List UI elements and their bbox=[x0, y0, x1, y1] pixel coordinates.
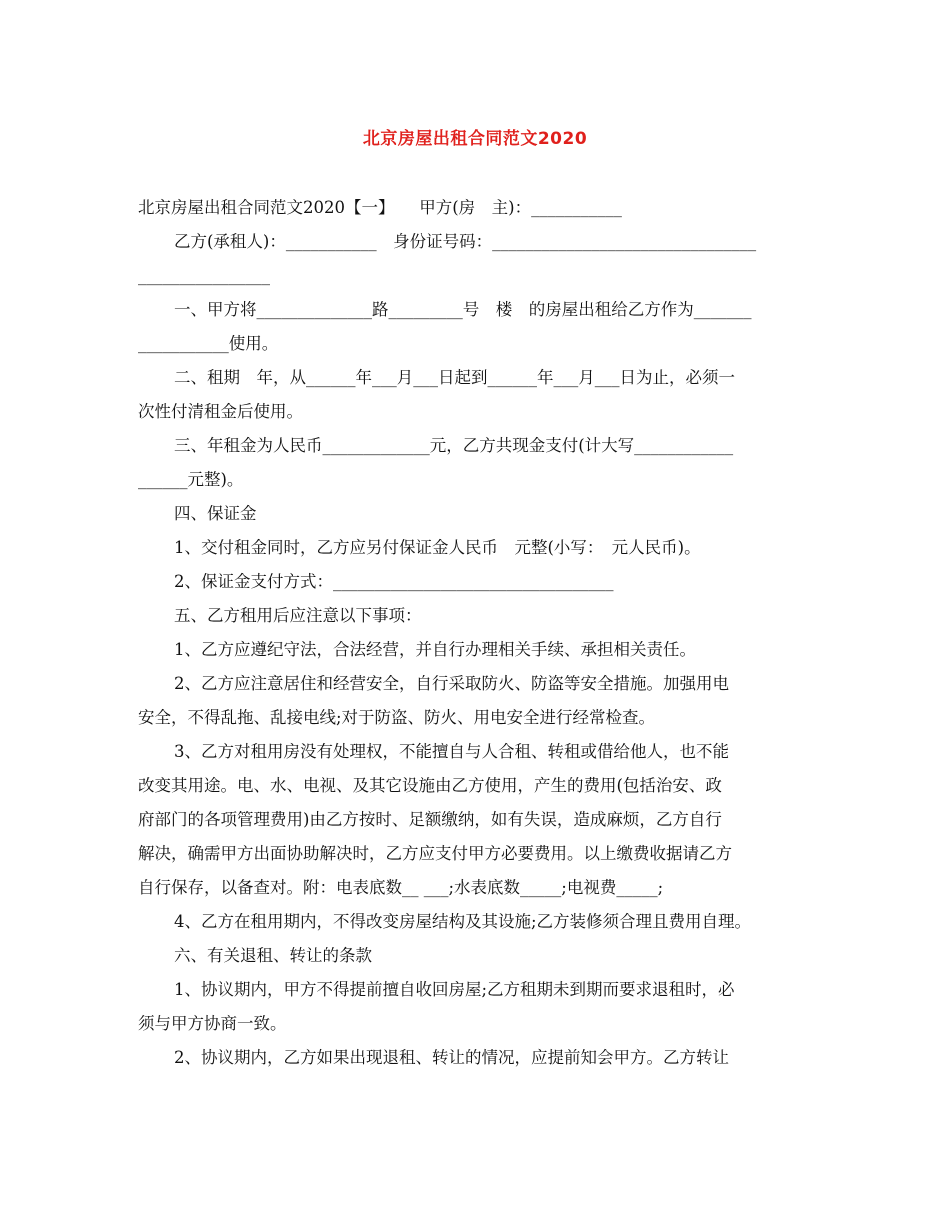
text-line: 1、协议期内，甲方不得提前擅自收回房屋;乙方租期未到期而要求退租时，必 bbox=[174, 980, 735, 999]
text-line: 次性付清租金后使用。 bbox=[138, 402, 303, 421]
text-line: 1、乙方应遵纪守法，合法经营，并自行办理相关手续、承担相关责任。 bbox=[174, 640, 696, 659]
text-line: 3、乙方对租用房没有处理权，不能擅自与人合租、转租或借给他人，也不能 bbox=[174, 742, 729, 761]
text-line: 三、年租金为人民币_____________元，乙方共现金支付(计大写____________ bbox=[174, 436, 734, 455]
text-line: 府部门的各项管理费用)由乙方按时、足额缴纳，如有失误，造成麻烦，乙方自行 bbox=[138, 810, 722, 829]
text-line: 须与甲方协商一致。 bbox=[138, 1014, 287, 1033]
text-line: 2、协议期内，乙方如果出现退租、转让的情况，应提前知会甲方。乙方转让 bbox=[174, 1048, 729, 1067]
text-line: 1、交付租金同时，乙方应另付保证金人民币 元整(小写： 元人民币)。 bbox=[174, 538, 701, 557]
text-line: 改变其用途。电、水、电视、及其它设施由乙方使用，产生的费用(包括治安、政 bbox=[138, 776, 722, 795]
text-line: 安全，不得乱拖、乱接电线;对于防盗、防火、用电安全进行经常检查。 bbox=[138, 708, 656, 727]
section-heading: 五、乙方租用后应注意以下事项： bbox=[174, 606, 422, 625]
text-line: 自行保存，以备查对。附：电表底数__ ___;水表底数_____;电视费_____; bbox=[138, 878, 664, 897]
text-line: ______元整)。 bbox=[138, 470, 244, 489]
text-line: 2、乙方应注意居住和经营安全，自行采取防火、防盗等安全措施。加强用电 bbox=[174, 674, 729, 693]
section-heading: 六、有关退租、转让的条款 bbox=[174, 946, 372, 965]
text-line: ________________ bbox=[138, 266, 270, 285]
section-heading: 四、保证金 bbox=[174, 504, 257, 523]
text-line: 北京房屋出租合同范文2020【一】 甲方(房 主)：___________ bbox=[138, 198, 622, 217]
text-line: 二、租期 年，从______年___月___日起到______年___月___日为止，必须一 bbox=[174, 368, 735, 387]
text-line: 一、甲方将______________路_________号 楼 的房屋出租给乙方作为_______ bbox=[174, 300, 752, 319]
text-line: 4、乙方在租用期内，不得改变房屋结构及其设施;乙方装修须合理且费用自理。 bbox=[174, 912, 752, 931]
text-line: ___________使用。 bbox=[138, 334, 279, 353]
text-line: 2、保证金支付方式：__________________________________ bbox=[174, 572, 614, 591]
text-line: 解决，确需甲方出面协助解决时，乙方应支付甲方必要费用。以上缴费收据请乙方 bbox=[138, 844, 732, 863]
text-line: 乙方(承租人)：___________ 身份证号码：________________________________ bbox=[174, 232, 757, 251]
document-title: 北京房屋出租合同范文2020 bbox=[362, 129, 588, 149]
